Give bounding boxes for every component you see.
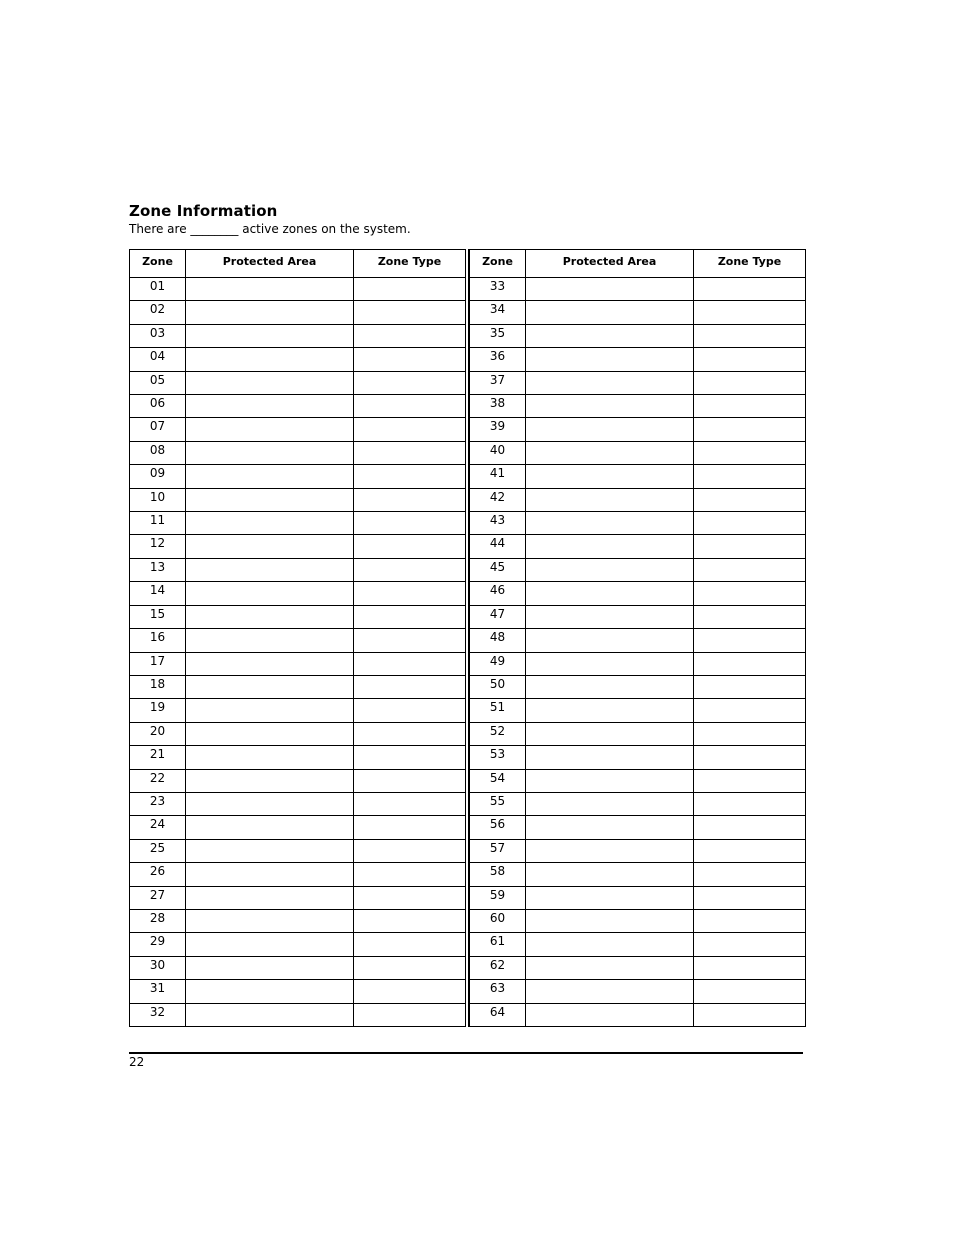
table-row [470, 371, 806, 394]
zone-number: 09 [130, 465, 186, 488]
protected-area-cell[interactable] [526, 278, 694, 301]
protected-area-cell[interactable] [526, 418, 694, 441]
table-row [130, 558, 466, 581]
protected-area-cell[interactable] [186, 558, 354, 581]
zone-type-cell[interactable] [354, 512, 466, 535]
table-row [470, 395, 806, 418]
zone-number: 62 [470, 956, 526, 979]
protected-area-cell[interactable] [526, 535, 694, 558]
zone-type-cell[interactable] [354, 652, 466, 675]
zone-type-cell[interactable] [694, 816, 806, 839]
table-row [470, 1003, 806, 1026]
zone-number: 31 [130, 980, 186, 1003]
zone-type-cell[interactable] [694, 699, 806, 722]
protected-area-cell[interactable] [526, 395, 694, 418]
table-row [470, 605, 806, 628]
protected-area-cell[interactable] [186, 886, 354, 909]
table-row [470, 441, 806, 464]
protected-area-cell[interactable] [186, 441, 354, 464]
zone-number: 33 [470, 278, 526, 301]
column-header-zone-type: Zone Type [354, 250, 466, 278]
zone-number: 24 [130, 816, 186, 839]
zone-number: 26 [130, 863, 186, 886]
table-row [130, 956, 466, 979]
zone-number: 54 [470, 769, 526, 792]
header-row [470, 250, 806, 278]
zone-number: 48 [470, 629, 526, 652]
protected-area-cell[interactable] [186, 605, 354, 628]
zone-type-cell[interactable] [694, 675, 806, 698]
table-row [470, 418, 806, 441]
zone-type-cell[interactable] [354, 909, 466, 932]
zone-number: 16 [130, 629, 186, 652]
table-row [130, 839, 466, 862]
zone-number: 57 [470, 839, 526, 862]
zone-type-cell[interactable] [354, 418, 466, 441]
zone-number: 51 [470, 699, 526, 722]
zone-type-cell[interactable] [694, 441, 806, 464]
table-row [470, 629, 806, 652]
protected-area-cell[interactable] [186, 348, 354, 371]
protected-area-cell[interactable] [186, 792, 354, 815]
zone-type-cell[interactable] [354, 395, 466, 418]
table-row [470, 582, 806, 605]
protected-area-cell[interactable] [186, 324, 354, 347]
table-row [470, 722, 806, 745]
table-row [130, 933, 466, 956]
zone-type-cell[interactable] [694, 535, 806, 558]
protected-area-cell[interactable] [526, 652, 694, 675]
protected-area-cell[interactable] [186, 418, 354, 441]
protected-area-cell[interactable] [186, 512, 354, 535]
protected-area-cell[interactable] [186, 652, 354, 675]
zone-type-cell[interactable] [694, 956, 806, 979]
zone-type-cell[interactable] [694, 488, 806, 511]
zone-type-cell[interactable] [694, 792, 806, 815]
protected-area-cell[interactable] [526, 792, 694, 815]
table-row [470, 863, 806, 886]
protected-area-cell[interactable] [526, 746, 694, 769]
protected-area-cell[interactable] [526, 722, 694, 745]
zone-type-cell[interactable] [354, 465, 466, 488]
protected-area-cell[interactable] [526, 348, 694, 371]
protected-area-cell[interactable] [186, 371, 354, 394]
zone-type-cell[interactable] [354, 348, 466, 371]
protected-area-cell[interactable] [186, 980, 354, 1003]
protected-area-cell[interactable] [526, 558, 694, 581]
table-row [470, 699, 806, 722]
protected-area-cell[interactable] [186, 956, 354, 979]
zone-number: 38 [470, 395, 526, 418]
zone-number: 44 [470, 535, 526, 558]
table-row [470, 652, 806, 675]
zone-type-cell[interactable] [694, 324, 806, 347]
zone-type-cell[interactable] [354, 629, 466, 652]
zone-number: 43 [470, 512, 526, 535]
zone-number: 41 [470, 465, 526, 488]
table-row [130, 886, 466, 909]
table-row [470, 886, 806, 909]
zone-number: 10 [130, 488, 186, 511]
table-row [130, 324, 466, 347]
zone-type-cell[interactable] [354, 675, 466, 698]
zone-number: 17 [130, 652, 186, 675]
zone-type-cell[interactable] [694, 582, 806, 605]
table-row [470, 488, 806, 511]
protected-area-cell[interactable] [526, 605, 694, 628]
table-row [130, 278, 466, 301]
zone-type-cell[interactable] [694, 395, 806, 418]
zone-type-cell[interactable] [694, 301, 806, 324]
zone-type-cell[interactable] [694, 629, 806, 652]
zone-type-cell[interactable] [354, 933, 466, 956]
table-row [130, 512, 466, 535]
table-row [470, 535, 806, 558]
protected-area-cell[interactable] [526, 980, 694, 1003]
table-row [130, 769, 466, 792]
table-row [130, 792, 466, 815]
zone-number: 05 [130, 371, 186, 394]
table-row [130, 863, 466, 886]
zone-number: 64 [470, 1003, 526, 1026]
table-row [130, 395, 466, 418]
protected-area-cell[interactable] [186, 395, 354, 418]
protected-area-cell[interactable] [526, 816, 694, 839]
protected-area-cell[interactable] [186, 769, 354, 792]
table-row [130, 371, 466, 394]
protected-area-cell[interactable] [526, 699, 694, 722]
zone-type-cell[interactable] [354, 956, 466, 979]
protected-area-cell[interactable] [186, 933, 354, 956]
zone-number: 12 [130, 535, 186, 558]
zone-number: 06 [130, 395, 186, 418]
protected-area-cell[interactable] [526, 441, 694, 464]
zone-number: 36 [470, 348, 526, 371]
zone-number: 37 [470, 371, 526, 394]
protected-area-cell[interactable] [526, 324, 694, 347]
table-row [130, 301, 466, 324]
protected-area-cell[interactable] [526, 465, 694, 488]
table-row [470, 816, 806, 839]
table-row [470, 465, 806, 488]
zone-type-cell[interactable] [354, 863, 466, 886]
zone-type-cell[interactable] [694, 605, 806, 628]
zone-type-cell[interactable] [694, 886, 806, 909]
zone-number: 28 [130, 909, 186, 932]
zone-type-cell[interactable] [694, 769, 806, 792]
zone-number: 02 [130, 301, 186, 324]
zone-number: 01 [130, 278, 186, 301]
protected-area-cell[interactable] [526, 629, 694, 652]
table-row [470, 769, 806, 792]
zone-type-cell[interactable] [694, 933, 806, 956]
zone-number: 47 [470, 605, 526, 628]
zone-type-cell[interactable] [354, 301, 466, 324]
zone-type-cell[interactable] [694, 465, 806, 488]
zone-rows-right [470, 278, 806, 1027]
zone-number: 25 [130, 839, 186, 862]
protected-area-cell[interactable] [186, 1003, 354, 1026]
zone-type-cell[interactable] [354, 886, 466, 909]
zone-type-cell[interactable] [354, 324, 466, 347]
zone-number: 45 [470, 558, 526, 581]
zone-number: 04 [130, 348, 186, 371]
protected-area-cell[interactable] [526, 675, 694, 698]
active-zones-note: There are ________ active zones on the system. [129, 222, 411, 236]
table-row [470, 348, 806, 371]
zone-type-cell[interactable] [694, 512, 806, 535]
protected-area-cell[interactable] [526, 371, 694, 394]
zone-type-cell[interactable] [694, 652, 806, 675]
protected-area-cell[interactable] [526, 488, 694, 511]
protected-area-cell[interactable] [526, 956, 694, 979]
zone-number: 50 [470, 675, 526, 698]
zone-number: 18 [130, 675, 186, 698]
zone-number: 60 [470, 909, 526, 932]
table-row [470, 301, 806, 324]
zone-number: 29 [130, 933, 186, 956]
zone-number: 07 [130, 418, 186, 441]
zone-number: 49 [470, 652, 526, 675]
zone-rows-left [130, 278, 466, 1027]
protected-area-cell[interactable] [526, 839, 694, 862]
zone-number: 23 [130, 792, 186, 815]
zone-number: 30 [130, 956, 186, 979]
zone-type-cell[interactable] [694, 278, 806, 301]
table-row [130, 465, 466, 488]
zone-type-cell[interactable] [354, 605, 466, 628]
zone-number: 55 [470, 792, 526, 815]
table-row [470, 933, 806, 956]
zone-number: 15 [130, 605, 186, 628]
zone-number: 34 [470, 301, 526, 324]
page-title: Zone Information [129, 202, 278, 220]
zone-type-cell[interactable] [354, 746, 466, 769]
protected-area-cell[interactable] [186, 488, 354, 511]
table-row [470, 792, 806, 815]
protected-area-cell[interactable] [526, 1003, 694, 1026]
protected-area-cell[interactable] [186, 863, 354, 886]
protected-area-cell[interactable] [526, 582, 694, 605]
zone-number: 11 [130, 512, 186, 535]
zone-number: 56 [470, 816, 526, 839]
zone-type-cell[interactable] [354, 488, 466, 511]
table-row [130, 535, 466, 558]
zone-type-cell[interactable] [354, 1003, 466, 1026]
zone-number: 61 [470, 933, 526, 956]
zone-number: 39 [470, 418, 526, 441]
zone-type-cell[interactable] [694, 371, 806, 394]
protected-area-cell[interactable] [526, 933, 694, 956]
column-header-protected-area: Protected Area [186, 250, 354, 278]
protected-area-cell[interactable] [186, 301, 354, 324]
table-row [130, 605, 466, 628]
zone-type-cell[interactable] [354, 792, 466, 815]
protected-area-cell[interactable] [186, 816, 354, 839]
column-header-protected-area: Protected Area [526, 250, 694, 278]
zone-number: 21 [130, 746, 186, 769]
zone-number: 52 [470, 722, 526, 745]
protected-area-cell[interactable] [186, 278, 354, 301]
page-number: 22 [129, 1055, 145, 1069]
zone-type-cell[interactable] [354, 699, 466, 722]
table-row [470, 746, 806, 769]
table-row [130, 675, 466, 698]
column-header-zone: Zone [130, 250, 186, 278]
column-header-zone-type: Zone Type [694, 250, 806, 278]
table-row [130, 980, 466, 1003]
table-row [130, 652, 466, 675]
zone-number: 32 [130, 1003, 186, 1026]
zone-information-table [129, 249, 803, 1027]
zone-number: 08 [130, 441, 186, 464]
table-row [470, 675, 806, 698]
protected-area-cell[interactable] [526, 886, 694, 909]
zone-number: 27 [130, 886, 186, 909]
table-row [470, 558, 806, 581]
zone-type-cell[interactable] [694, 746, 806, 769]
zone-type-cell[interactable] [694, 418, 806, 441]
table-row [130, 418, 466, 441]
zone-type-cell[interactable] [354, 980, 466, 1003]
protected-area-cell[interactable] [186, 839, 354, 862]
footer-rule [129, 1052, 803, 1054]
zone-type-cell[interactable] [694, 1003, 806, 1026]
zone-type-cell[interactable] [694, 839, 806, 862]
zone-type-cell[interactable] [354, 371, 466, 394]
zone-type-cell[interactable] [354, 722, 466, 745]
zone-number: 19 [130, 699, 186, 722]
protected-area-cell[interactable] [526, 512, 694, 535]
zone-number: 42 [470, 488, 526, 511]
protected-area-cell[interactable] [186, 722, 354, 745]
table-row [130, 816, 466, 839]
protected-area-cell[interactable] [186, 535, 354, 558]
protected-area-cell[interactable] [526, 863, 694, 886]
protected-area-cell[interactable] [526, 769, 694, 792]
zone-type-cell[interactable] [354, 535, 466, 558]
table-row [470, 839, 806, 862]
table-row [130, 722, 466, 745]
table-row [130, 441, 466, 464]
table-row [470, 278, 806, 301]
zone-type-cell[interactable] [694, 348, 806, 371]
zone-number: 53 [470, 746, 526, 769]
zone-number: 63 [470, 980, 526, 1003]
zone-table-left [129, 249, 466, 1027]
protected-area-cell[interactable] [186, 909, 354, 932]
table-row [130, 699, 466, 722]
table-row [130, 629, 466, 652]
table-row [470, 512, 806, 535]
zone-type-cell[interactable] [354, 816, 466, 839]
zone-type-cell[interactable] [354, 769, 466, 792]
zone-table-right [469, 249, 806, 1027]
zone-number: 03 [130, 324, 186, 347]
zone-number: 58 [470, 863, 526, 886]
table-row [470, 956, 806, 979]
zone-number: 22 [130, 769, 186, 792]
zone-type-cell[interactable] [354, 839, 466, 862]
zone-type-cell[interactable] [354, 582, 466, 605]
table-row [130, 582, 466, 605]
zone-type-cell[interactable] [354, 441, 466, 464]
table-row [130, 1003, 466, 1026]
table-row [470, 909, 806, 932]
protected-area-cell[interactable] [186, 746, 354, 769]
zone-type-cell[interactable] [694, 909, 806, 932]
table-row [470, 324, 806, 347]
zone-number: 20 [130, 722, 186, 745]
table-row [470, 980, 806, 1003]
protected-area-cell[interactable] [186, 582, 354, 605]
zone-number: 46 [470, 582, 526, 605]
protected-area-cell[interactable] [186, 675, 354, 698]
zone-type-cell[interactable] [694, 863, 806, 886]
table-row [130, 348, 466, 371]
table-row [130, 909, 466, 932]
zone-number: 40 [470, 441, 526, 464]
zone-number: 14 [130, 582, 186, 605]
column-header-zone: Zone [470, 250, 526, 278]
header-row [130, 250, 466, 278]
table-row [130, 488, 466, 511]
protected-area-cell[interactable] [526, 909, 694, 932]
protected-area-cell[interactable] [526, 301, 694, 324]
protected-area-cell[interactable] [186, 629, 354, 652]
zone-type-cell[interactable] [354, 278, 466, 301]
protected-area-cell[interactable] [186, 699, 354, 722]
protected-area-cell[interactable] [186, 465, 354, 488]
zone-type-cell[interactable] [354, 558, 466, 581]
zone-type-cell[interactable] [694, 558, 806, 581]
zone-type-cell[interactable] [694, 722, 806, 745]
zone-type-cell[interactable] [694, 980, 806, 1003]
zone-number: 35 [470, 324, 526, 347]
zone-number: 13 [130, 558, 186, 581]
zone-number: 59 [470, 886, 526, 909]
table-row [130, 746, 466, 769]
